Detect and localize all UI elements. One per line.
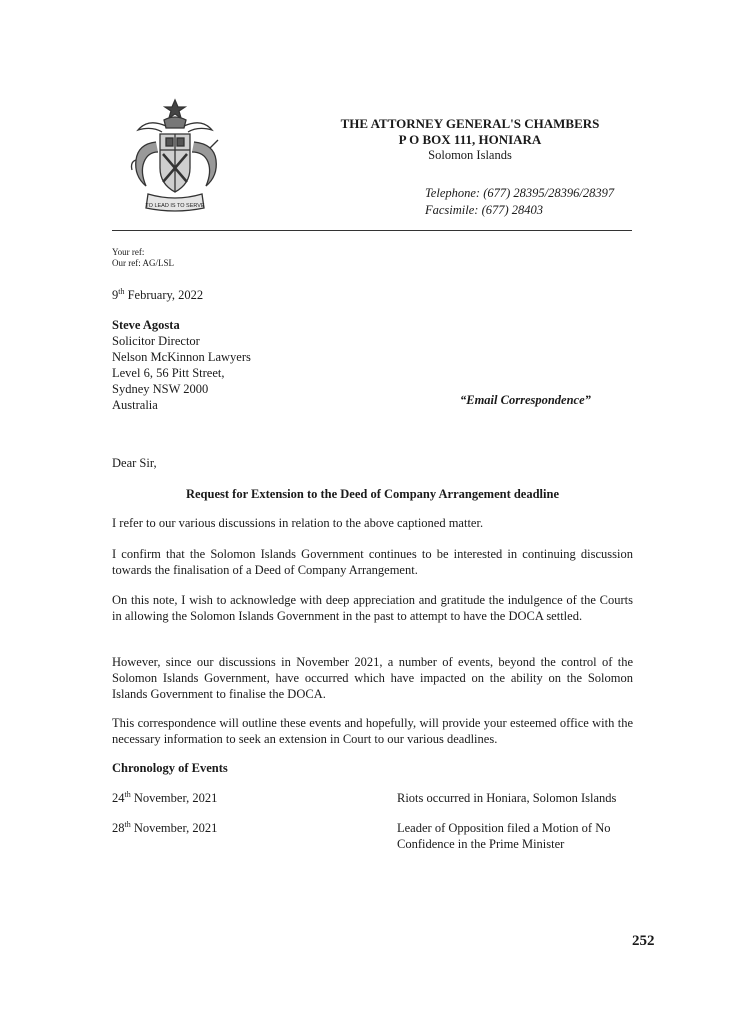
recipient-line: Solicitor Director bbox=[112, 334, 200, 348]
body-paragraph: This correspondence will outline these events and hopefully, will provide your esteemed office with the necessary information to seek an extension in Court to our various deadlines. bbox=[112, 716, 633, 746]
telephone-line: Telephone: (677) 28395/28396/28397 bbox=[425, 186, 615, 200]
salutation: Dear Sir, bbox=[112, 456, 157, 470]
chronology-heading: Chronology of Events bbox=[112, 761, 228, 775]
recipient-name: Steve Agosta bbox=[112, 318, 180, 332]
email-correspondence-note: “Email Correspondence” bbox=[460, 393, 591, 407]
event-description: Leader of Opposition filed a Motion of No Confidence in the Prime Minister bbox=[397, 821, 611, 851]
letterhead-divider bbox=[112, 230, 632, 231]
coat-of-arms-crest bbox=[126, 96, 224, 220]
letter-date: 9th February, 2022 bbox=[112, 286, 204, 302]
your-reference: Your ref: bbox=[112, 247, 145, 257]
recipient-line: Level 6, 56 Pitt Street, bbox=[112, 366, 225, 380]
body-paragraph: I refer to our various discussions in relation to the above captioned matter. bbox=[112, 516, 484, 530]
event-description: Riots occurred in Honiara, Solomon Islands bbox=[397, 791, 617, 805]
subject-line: Request for Extension to the Deed of Company Arrangement deadline bbox=[185, 487, 560, 501]
recipient-line: Australia bbox=[112, 398, 158, 412]
recipient-block bbox=[112, 317, 251, 413]
body-paragraph: I confirm that the Solomon Islands Government continues to be interested in continuing discussion towards the finalisation of a Deed of Company Arrangement. bbox=[112, 547, 633, 577]
office-po-box: P O BOX 111, HONIARA bbox=[398, 132, 542, 147]
recipient-line: Nelson McKinnon Lawyers bbox=[112, 350, 251, 364]
recipient-line: Sydney NSW 2000 bbox=[112, 382, 209, 396]
office-country: Solomon Islands bbox=[428, 148, 512, 162]
body-paragraph: However, since our discussions in November 2021, a number of events, beyond the control of the Solomon Islands Government, have occurred which have impacted on the ability on the Solomon Islands Government to finalise the DOCA. bbox=[112, 655, 633, 701]
office-name: THE ATTORNEY GENERAL'S CHAMBERS bbox=[340, 116, 600, 131]
body-paragraph: On this note, I wish to acknowledge with deep appreciation and gratitude the indulgence of the Courts in allowing the Solomon Islands Government in the past to attempt to have the DOCA settled. bbox=[112, 593, 633, 623]
our-reference: Our ref: AG/LSL bbox=[112, 258, 174, 268]
facsimile-line: Facsimile: (677) 28403 bbox=[425, 203, 544, 217]
event-date: 28th November, 2021 bbox=[112, 819, 218, 835]
page-number: 252 bbox=[632, 933, 655, 949]
event-date: 24th November, 2021 bbox=[112, 789, 218, 805]
svg-text:TO LEAD IS TO SERVE: TO LEAD IS TO SERVE bbox=[145, 203, 205, 209]
